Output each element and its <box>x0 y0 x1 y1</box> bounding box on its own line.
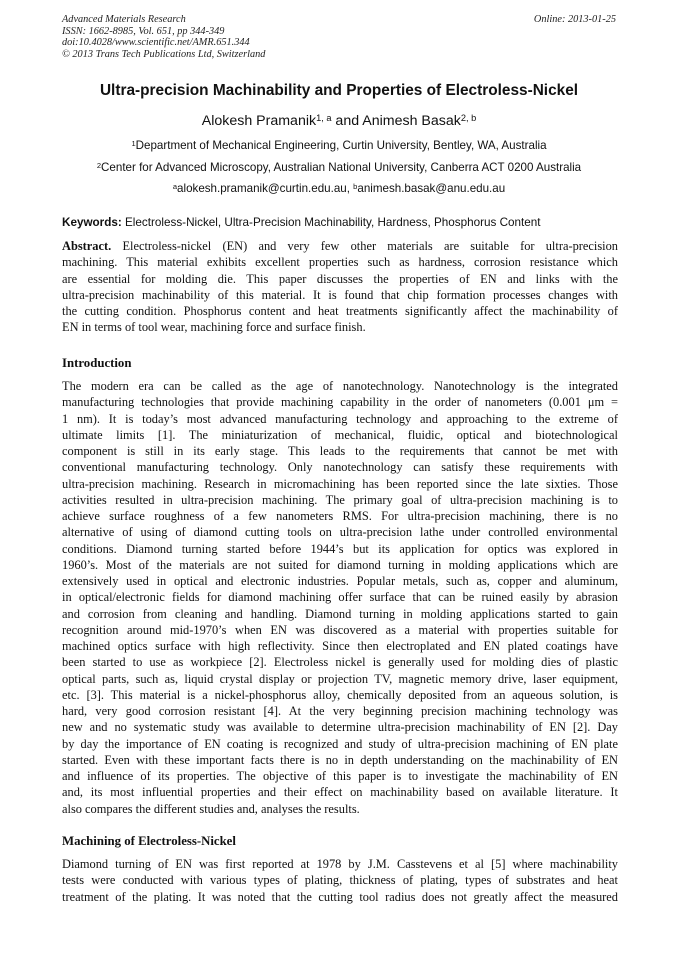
online-date: Online: 2013-01-25 <box>533 14 616 25</box>
author-2-affiliation-mark: 2, b <box>460 112 477 123</box>
author-2: Animesh Basak <box>362 113 461 129</box>
abstract-line: the cutting condition. Phosphorus content and heat treatments significantly affect the machinability of <box>62 304 618 318</box>
paragraph-line: machined optics surface with high reflectivity. Since then electroplated and EN plated coatings have <box>62 639 618 653</box>
machining-heading: Machining of Electroless-Nickel <box>62 834 236 848</box>
affiliation-1 <box>0 139 678 152</box>
paragraph-line: activities resulted in ultra-precision machining. The primary goal of ultra-precision machining is to <box>62 492 618 507</box>
abstract-line: are essential for molding die. This paper discusses the properties of EN and links with the <box>62 271 618 286</box>
copyright-line: © 2013 Trans Tech Publications Ltd, Switzerland <box>62 48 266 60</box>
paragraph-line: recognition around mid-1970’s when EN was discovered as a material with properties suitable for <box>62 622 618 637</box>
affiliation-1-mark: 1 <box>131 138 136 148</box>
keywords <box>62 216 618 229</box>
introduction-body <box>62 378 618 817</box>
machining-body <box>62 856 618 905</box>
abstract <box>62 238 618 336</box>
affiliation-1-text: Department of Mechanical Engineering, Curtin University, Bentley, WA, Australia <box>135 139 547 152</box>
paragraph-line: been started to use as workpiece [2]. Electroless nickel is generally used for molding dies of plastic <box>62 655 618 670</box>
paragraph-line: alternative of using of diamond cutting tools on ultra-precision lathe under controlled environmental <box>62 525 618 540</box>
email-2[interactable]: animesh.basak@anu.edu.au <box>357 182 506 195</box>
email-line <box>0 182 678 195</box>
paragraph-line: and corrosion from cleaning and handling. Diamond turning in molding applications started to gain <box>62 606 618 621</box>
paragraph-line: hard, very good corrosion resistant [4]. At the very beginning precision machining technology was <box>62 704 618 718</box>
paragraph-line: in optical/electronic fields for diamond machining offer surface that can be ruined easily by abrasion <box>62 590 618 605</box>
paragraph-line: ultimate limits [1]. The miniaturization of mechanical, fluidic, optical and biotechnological <box>62 427 618 442</box>
journal-header <box>62 14 265 60</box>
affiliation-2-mark: 2 <box>96 160 102 170</box>
paragraph-line: manufacturing technologies that provide machining capability in the order of nanometers (0.001 μm = <box>62 395 618 410</box>
abstract-line-text: Electroless-nickel (EN) and very few other materials are suitable for ultra-precision <box>111 239 618 253</box>
keywords-label: Keywords: <box>62 216 122 229</box>
paragraph-line: extensively used in optical and electronic industries. Popular metals, such as, copper and aluminum, <box>62 574 618 588</box>
email-1-mark: a <box>172 181 178 191</box>
paragraph-line: also compares the different studies and, analyses the results. <box>62 801 360 816</box>
author-1: Alokesh Pramanik <box>201 113 317 129</box>
paragraph-line: tests were conducted with various types of plating, thickness of plating, types of substrates and heat <box>62 873 618 888</box>
paragraph-line: Diamond turning of EN was first reported at 1978 by J.M. Casstevens et al [5] where machinability <box>62 857 618 871</box>
doi-line: doi:10.4028/www.scientific.net/AMR.651.344 <box>62 37 250 48</box>
affiliation-2-text: Center for Advanced Microscopy, Australian National University, Canberra ACT 0200 Australia <box>101 161 582 174</box>
paragraph-line: The modern era can be called as the age of nanotechnology. Nanotechnology is the integrated <box>62 379 618 393</box>
email-2-mark: b <box>353 181 358 191</box>
email-1[interactable]: alokesh.pramanik@curtin.edu.au <box>177 182 347 195</box>
paragraph-line: treatment of the plating. It was noted that the cutting tool radius does not greatly affect the measured <box>62 889 618 904</box>
paragraph-line: component is still in its early stage. This leads to the requirements that cannot be met with <box>62 444 618 458</box>
keywords-text: Electroless-Nickel, Ultra-Precision Machinability, Hardness, Phosphorus Content <box>121 216 541 229</box>
paragraph-line: new and no systematic study was available to determine ultra-precision machinability of EN [2]. Day <box>62 720 618 735</box>
journal-name: Advanced Materials Research <box>62 14 186 25</box>
abstract-line: ultra-precision machinability of this material. It is found that chip formation processes changes with <box>62 287 618 302</box>
abstract-line: EN in terms of tool wear, machining force and surface finish. <box>62 320 366 335</box>
paragraph-line: and, its most influential properties and their effect on machinability based on available literature. It <box>62 785 618 800</box>
author-line <box>0 113 678 129</box>
paragraph-line: started. Even with these important facts there is no in depth understanding on the machinability of EN <box>62 752 618 767</box>
issn-line: ISSN: 1662-8985, Vol. 651, pp 344-349 <box>62 25 225 37</box>
author-1-affiliation-mark: 1, a <box>316 112 332 123</box>
abstract-line: machining. This material exhibits excellent properties such as hardness, corrosion resistance which <box>62 255 618 270</box>
paragraph-line: achieve surface roughness of a few nanometers RMS. For ultra-precision machining, there is no <box>62 509 618 523</box>
email-separator: , <box>346 182 354 195</box>
introduction-heading: Introduction <box>62 356 132 370</box>
paragraph-line: and influence of its properties. The objective of this paper is to investigate the machinability of EN <box>62 769 618 783</box>
abstract-line <box>62 238 618 254</box>
paragraph-line: conventional manufacturing technology. Only nanotechnology can satisfy these requirements with <box>62 460 618 475</box>
paragraph-line: conditions. Diamond turning started before 1944’s but its application for optics was explored in <box>62 541 618 556</box>
paragraph-line: 1 nm). It is today’s most advanced manufacturing technology and approaching to the extreme of <box>62 411 618 426</box>
abstract-label: Abstract. <box>62 239 112 253</box>
paragraph-line: optical parts, such as, liquid crystal display or projection TV, magnetic memory drive, laser equipment, <box>62 671 618 686</box>
paragraph-line: etc. [3]. This material is a nickel-phosphorus alloy, chemically deposited from an aqueous solution, is <box>62 687 618 702</box>
paragraph-line: ultra-precision machining. Research in micromachining has been reported since the late sixties. Those <box>62 476 618 491</box>
author-conjunction: and <box>331 113 363 129</box>
affiliation-2 <box>0 161 678 174</box>
paper-title: Ultra-precision Machinability and Properties of Electroless-Nickel <box>99 82 579 99</box>
paragraph-line: 1960’s. Most of the materials are not suited for diamond turning in molding applications which are <box>62 557 618 572</box>
paragraph-line: by day the importance of EN coating is recognized and study of ultra-precision machining of EN plate <box>62 736 618 751</box>
